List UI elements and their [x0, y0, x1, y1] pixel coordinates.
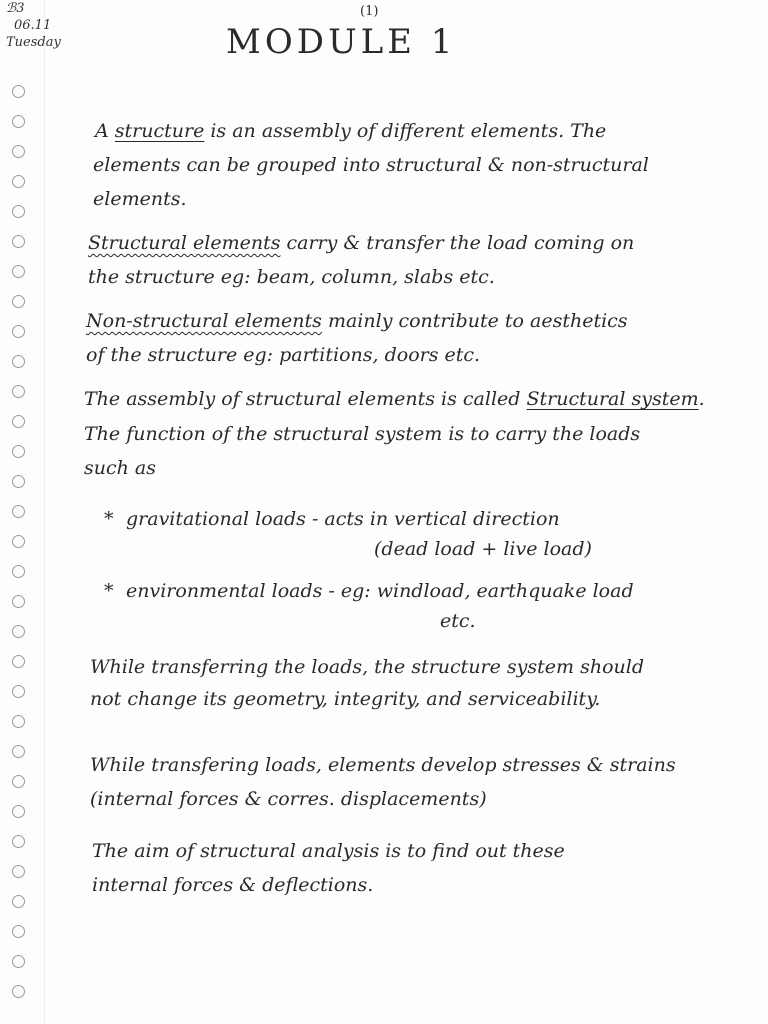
binding-hole	[12, 175, 25, 188]
underlined-term: Non-structural elements	[86, 310, 322, 332]
binding-hole	[12, 565, 25, 578]
binding-hole	[12, 925, 25, 938]
binding-hole	[12, 625, 25, 638]
text-line: The assembly of structural elements is called Structural system.	[84, 388, 705, 410]
text-line: such as	[84, 457, 156, 479]
text-line: The aim of structural analysis is to find out these	[92, 840, 565, 862]
text-line: the structure eg: beam, column, slabs etc.	[88, 266, 495, 288]
binding-hole	[12, 535, 25, 548]
page-title: MODULE 1	[226, 22, 457, 62]
binding-hole	[12, 745, 25, 758]
text-line: internal forces & deflections.	[92, 874, 374, 896]
bullet-item: * environmental loads - eg: windload, earthquake load	[104, 580, 634, 602]
spiral-holes	[12, 60, 32, 1020]
margin-line	[44, 0, 45, 1024]
corner-day: Tuesday	[6, 35, 61, 50]
text-line: not change its geometry, integrity, and serviceability.	[90, 688, 601, 710]
text-line: (internal forces & corres. displacements)	[90, 788, 487, 810]
binding-hole	[12, 145, 25, 158]
text-line: Non-structural elements mainly contribute to aesthetics	[86, 310, 628, 332]
binding-hole	[12, 415, 25, 428]
text-line: of the structure eg: partitions, doors etc.	[86, 344, 481, 366]
text-line: Structural elements carry & transfer the load coming on	[88, 232, 635, 254]
binding-hole	[12, 775, 25, 788]
bullet-continuation: etc.	[440, 610, 476, 632]
binding-hole	[12, 895, 25, 908]
text-line: elements.	[93, 188, 187, 210]
binding-hole	[12, 115, 25, 128]
bullet-continuation: (dead load + live load)	[374, 538, 592, 560]
binding-hole	[12, 295, 25, 308]
bullet-item: * gravitational loads - acts in vertical direction	[104, 508, 560, 530]
text-line: The function of the structural system is to carry the loads	[84, 423, 641, 445]
binding-hole	[12, 205, 25, 218]
bullet-marker: *	[104, 508, 114, 530]
binding-hole	[12, 685, 25, 698]
binding-hole	[12, 355, 25, 368]
binding-hole	[12, 235, 25, 248]
binding-hole	[12, 595, 25, 608]
binding-hole	[12, 475, 25, 488]
corner-date: 06.11	[14, 18, 52, 33]
binding-hole	[12, 715, 25, 728]
date-note	[6, 0, 61, 51]
binding-hole	[12, 325, 25, 338]
corner-code: ℬ3	[6, 1, 25, 16]
binding-hole	[12, 385, 25, 398]
underlined-term: Structural system	[526, 388, 699, 410]
binding-hole	[12, 85, 25, 98]
binding-hole	[12, 955, 25, 968]
binding-hole	[12, 505, 25, 518]
binding-hole	[12, 655, 25, 668]
text-line: While transfering loads, elements develop stresses & strains	[90, 754, 676, 776]
page-number: (1)	[360, 4, 379, 19]
underlined-term: structure	[114, 120, 205, 142]
text-line: While transferring the loads, the structure system should	[90, 656, 644, 678]
text-line: elements can be grouped into structural & non-structural	[93, 154, 649, 176]
binding-hole	[12, 865, 25, 878]
binding-hole	[12, 985, 25, 998]
binding-hole	[12, 265, 25, 278]
text-line: A structure is an assembly of different elements. The	[95, 120, 607, 142]
binding-hole	[12, 445, 25, 458]
binding-hole	[12, 805, 25, 818]
underlined-term: Structural elements	[88, 232, 281, 254]
binding-hole	[12, 835, 25, 848]
bullet-marker: *	[104, 580, 114, 602]
